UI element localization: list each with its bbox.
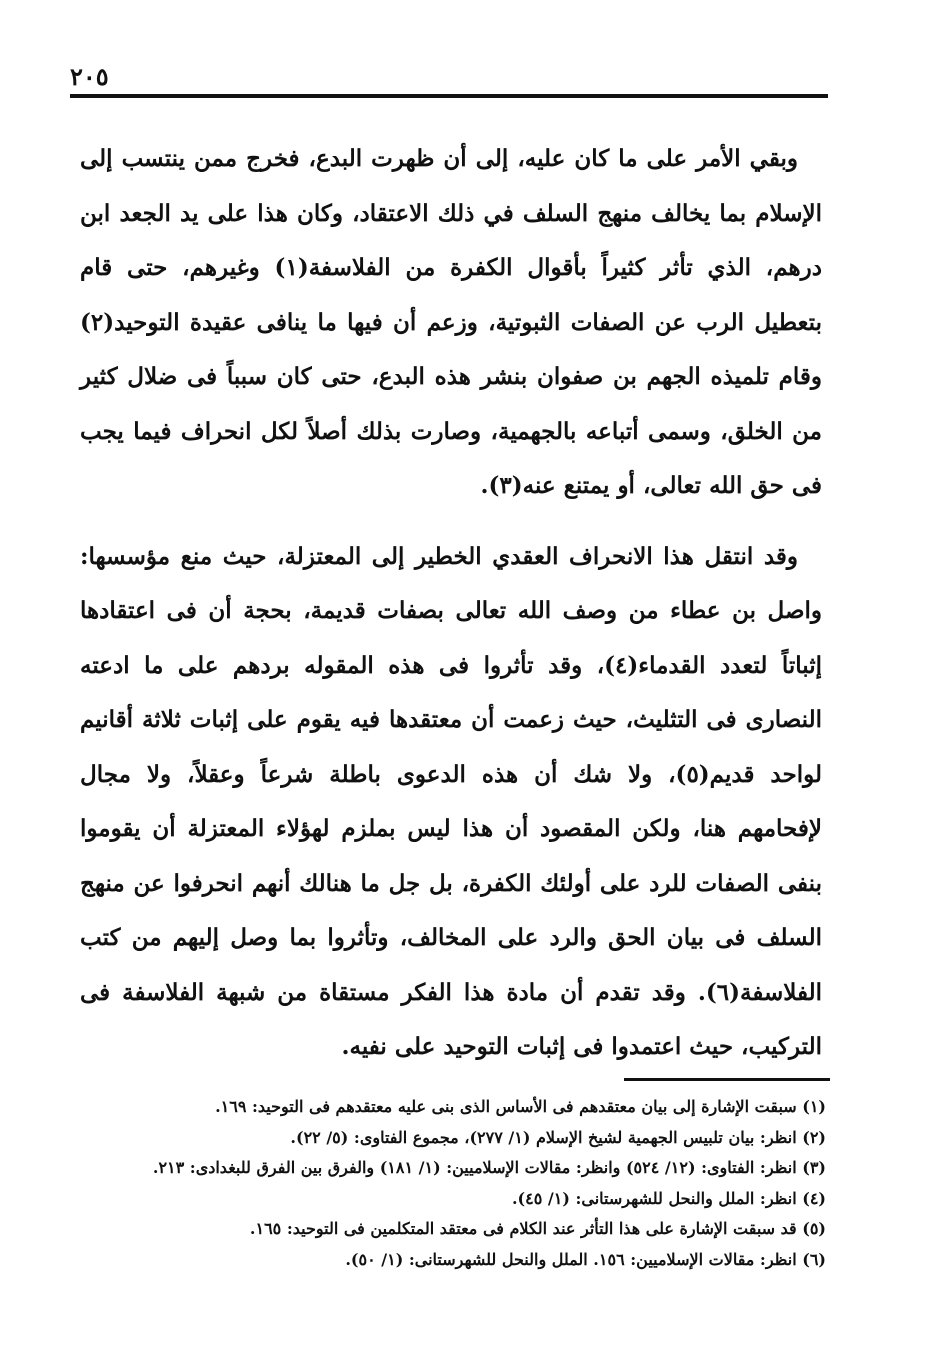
header-rule: [70, 94, 828, 98]
footnote-item: (٥) قد سبقت الإشارة على هذا التأثر عند الكلام فى معتقد المتكلمين فى التوحيد: ١٦٥.: [249, 1219, 826, 1238]
footnote-item: (٣) انظر: الفتاوى: (١٢/ ٥٢٤) وانظر: مقالات الإسلاميين: (١/ ١٨١) والفرق بين الفرق للبغدادى: ٢١٣.: [152, 1158, 826, 1177]
paragraph: وبقي الأمر على ما كان عليه، إلى أن ظهرت البدع، فخرج ممن ينتسب إلى الإسلام بما يخالف منهج السلف في ذلك الاعتقاد، وكان هذا على يد الجعد ابن درهم، الذي تأثر كثيراً بأقوال الكفرة من الفلاسفة(١) وغيرهم، حتى قام بتعطيل الرب عن الصفات الثبوتية، وزعم أن فيها ما ينافى عقيدة التوحيد(٢) وقام تلميذه الجهم بن صفوان بنشر هذه البدع، حتى كان سبباً فى ضلال كثير من الخلق، وسمى أتباعه بالجهمية، وصارت بذلك أصلاً لكل انحراف فيما يجب فى حق الله تعالى، أو يمتنع عنه(٣).: [80, 145, 822, 499]
main-text: [80, 132, 822, 1075]
footnote-item: (٤) انظر: الملل والنحل للشهرستانى: (١/ ٤٥).: [511, 1188, 826, 1208]
footnotes-list: [60, 1092, 826, 1275]
paragraph: وقد انتقل هذا الانحراف العقدي الخطير إلى المعتزلة، حيث منع مؤسسها: واصل بن عطاء من وصف الله تعالى بصفات قديمة، بحجة أن فى اعتقادها إثباتاً لتعدد القدماء(٤)، وقد تأثروا فى هذه المقوله بردهم على ما ادعته النصارى فى التثليث، حيث زعمت أن معتقدها فيه يقوم على إثبات ثلاثة أقانيم لواحد قديم(٥)، ولا شك أن هذه الدعوى باطلة شرعاً وعقلاً، ولا مجال لإفحامهم هنا، ولكن المقصود أن هذا ليس بملزم لهؤلاء المعتزلة أن يقوموا بنفى الصفات للرد على أولئك الكفرة، بل جل ما هنالك أنهم انحرفوا عن منهج السلف فى بيان الحق والرد على المخالف، وتأثروا بما وصل إليهم من كتب الفلاسفة(٦). وقد تقدم أن مادة هذا الفكر مستقاة من شبهة الفلاسفة فى التركيب، حيث اعتمدوا فى إثبات التوحيد على نفيه.: [80, 542, 822, 1060]
footnote-item: (٦) انظر: مقالات الإسلاميين: ١٥٦. الملل والنحل للشهرستانى: (١/ ٥٠).: [345, 1249, 826, 1269]
footnote-item: (٢) انظر: بيان تلبيس الجهمية لشيخ الإسلام (١/ ٢٧٧)، مجموع الفتاوى: (٥/ ٢٢).: [290, 1127, 826, 1147]
footnote-separator: [624, 1078, 830, 1081]
footnote-item: (١) سبقت الإشارة إلى بيان معتقدهم فى الأساس الذى بنى عليه معتقدهم فى التوحيد: ١٦٩.: [215, 1097, 826, 1116]
page-number: ٢٠٥: [70, 62, 109, 91]
